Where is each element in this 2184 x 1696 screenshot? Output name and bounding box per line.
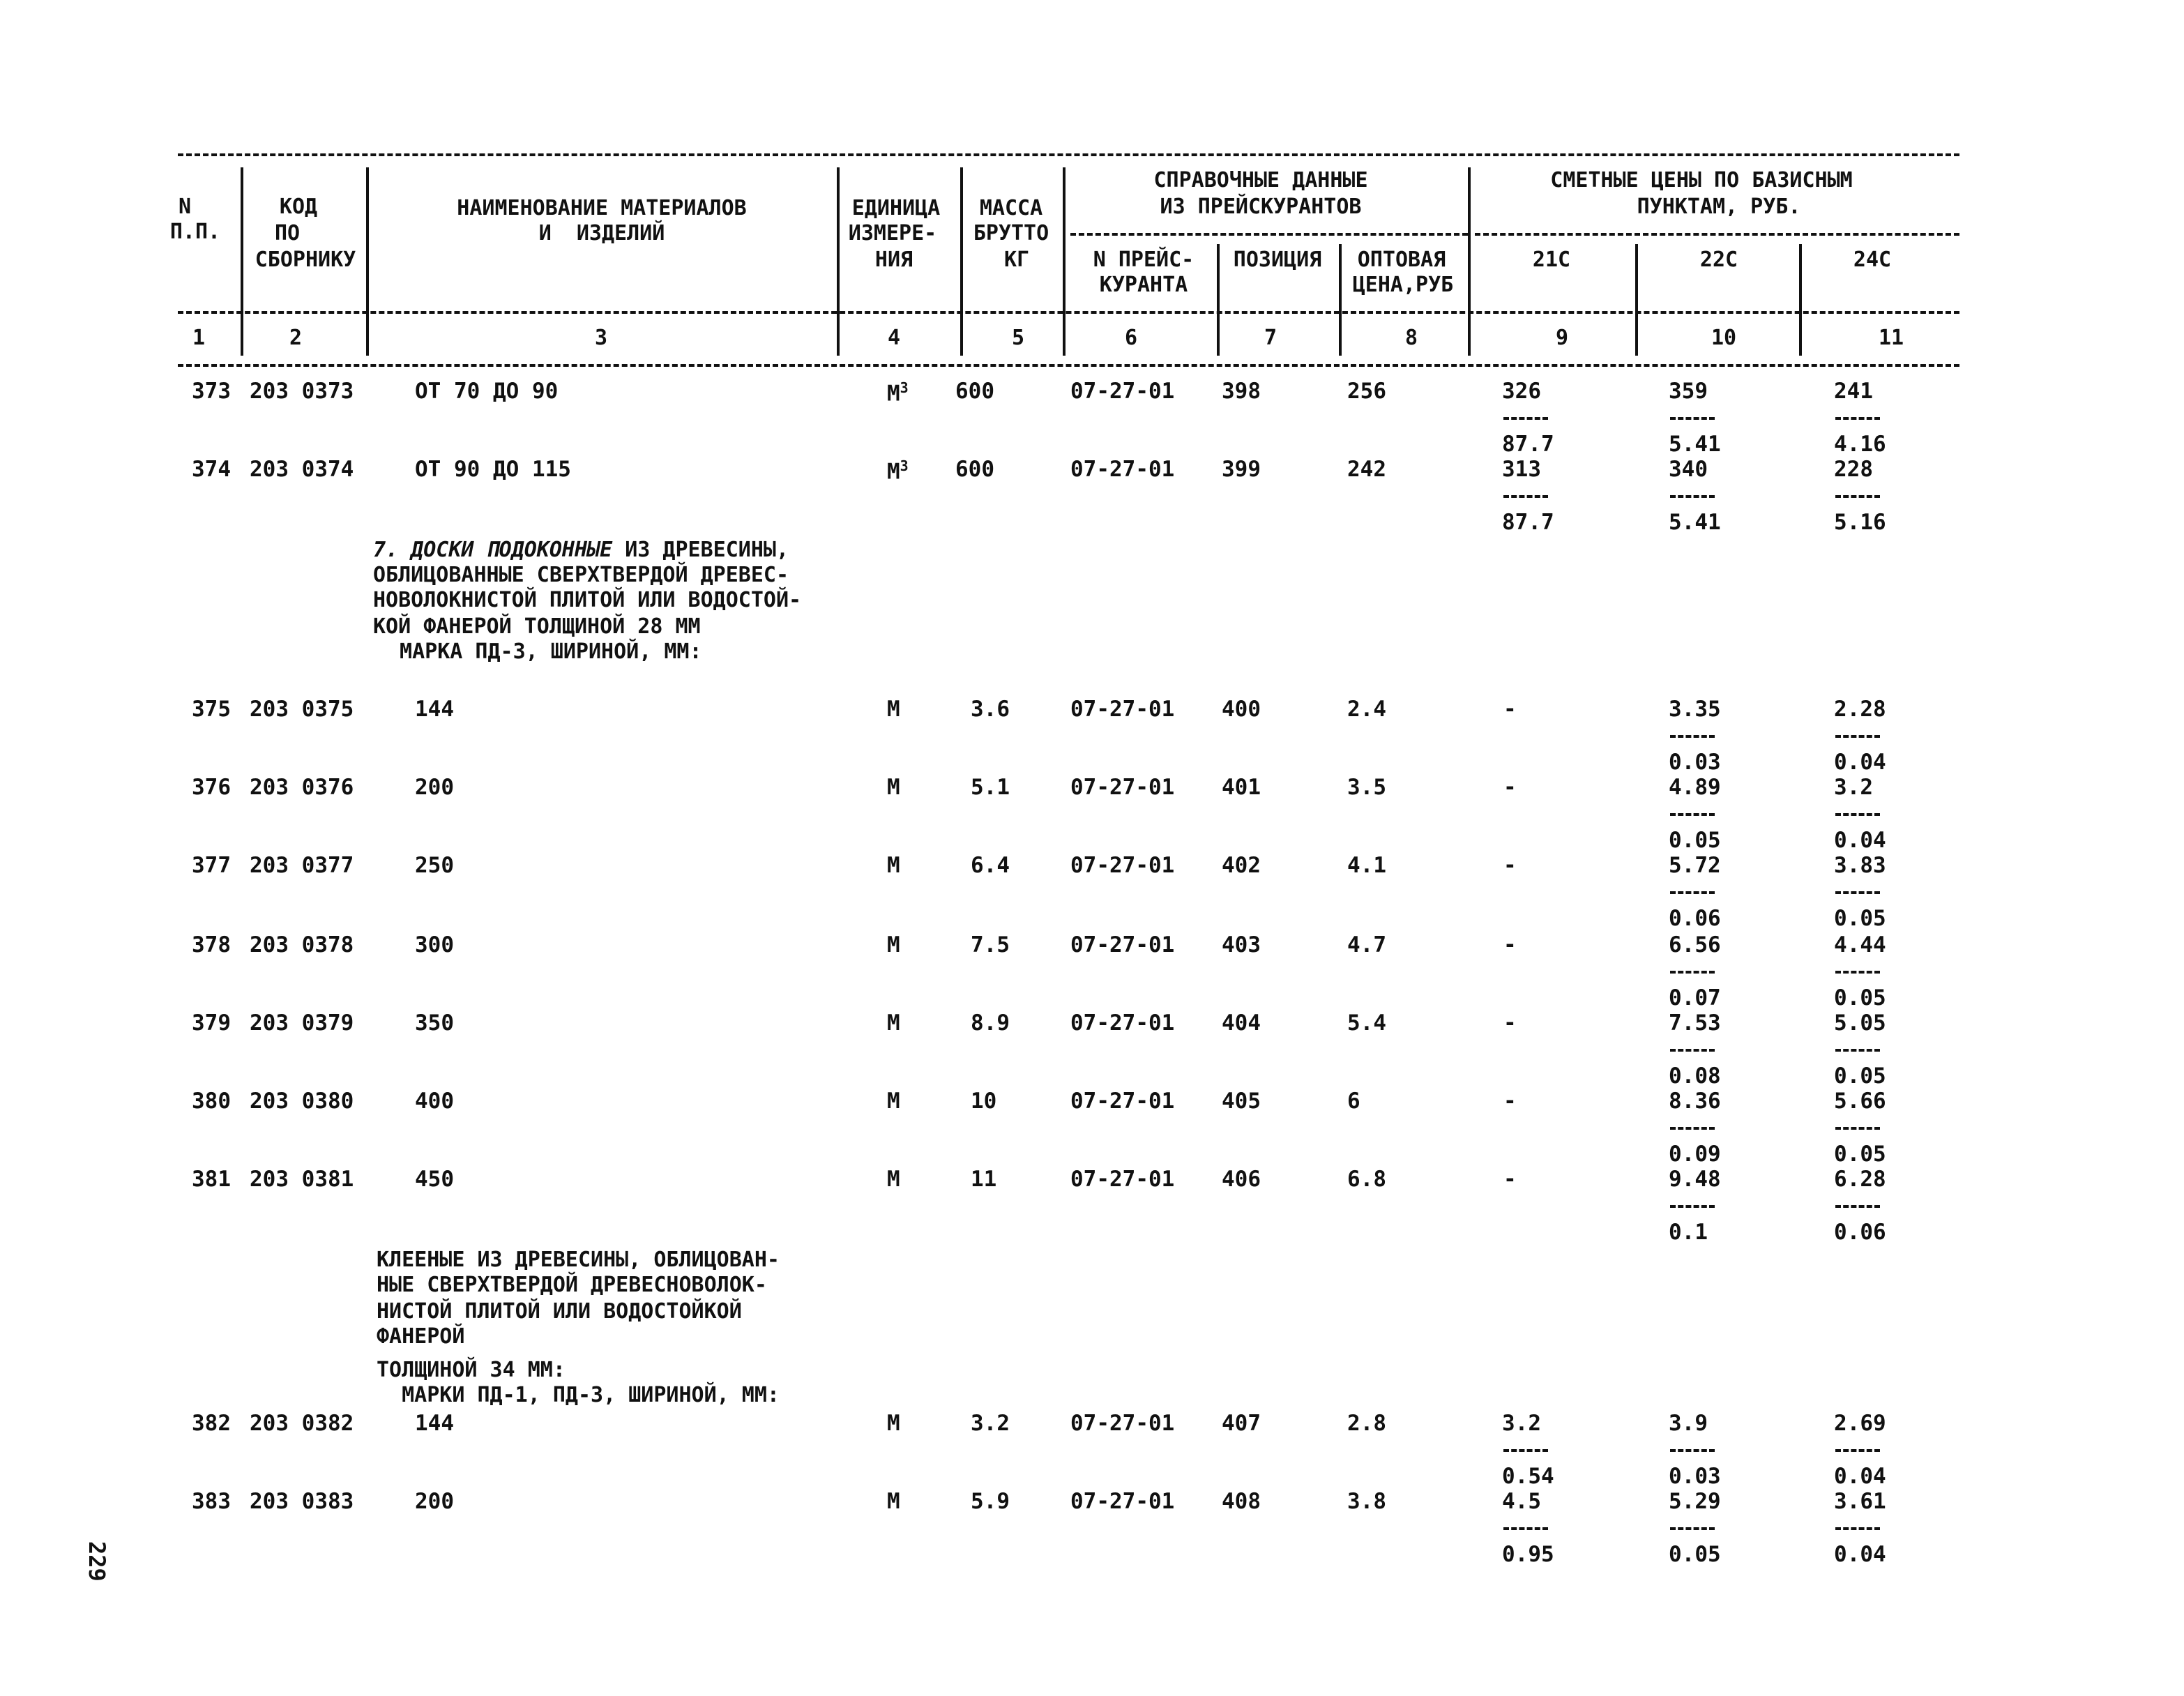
row-price-24c-fraction-line bbox=[1835, 1449, 1880, 1452]
row-position: 404 bbox=[1222, 1010, 1261, 1036]
header-ref-group-line1: СПРАВОЧНЫЕ ДАННЫЕ bbox=[1153, 168, 1368, 192]
header-col4-line3: НИЯ bbox=[874, 248, 913, 272]
row-position: 407 bbox=[1222, 1411, 1261, 1436]
section-7-line: НОВОЛОКНИСТОЙ ПЛИТОЙ ИЛИ ВОДОСТОЙ- bbox=[373, 588, 802, 612]
row-position: 405 bbox=[1222, 1089, 1261, 1114]
row-code: 203 0381 bbox=[250, 1167, 354, 1192]
row-price-21c: - bbox=[1503, 853, 1517, 878]
row-code: 203 0374 bbox=[250, 457, 354, 482]
row-price-22c-fraction-line bbox=[1670, 971, 1715, 974]
row-code: 203 0382 bbox=[250, 1411, 354, 1436]
row-unit-exponent: 3 bbox=[900, 457, 909, 474]
header-col9: 21С bbox=[1532, 248, 1571, 272]
row-price-list: 07-27-01 bbox=[1070, 1489, 1175, 1514]
row-unit: М bbox=[887, 1489, 900, 1514]
row-unit: $М^3$ bbox=[887, 379, 909, 407]
row-mass: 7.5 bbox=[971, 932, 1010, 957]
col-sep-3 bbox=[837, 167, 840, 356]
row-name: ОТ 90 ДО 115 bbox=[415, 457, 571, 482]
header-col1-line1: N bbox=[178, 195, 192, 219]
glued-line: НИСТОЙ ПЛИТОЙ ИЛИ ВОДОСТОЙКОЙ bbox=[377, 1299, 742, 1324]
header-col8-line2: ЦЕНА,РУБ bbox=[1352, 273, 1454, 297]
row-mass: 10 bbox=[971, 1089, 997, 1114]
row-price-22c-price: 6.56 bbox=[1669, 932, 1721, 957]
row-price-list: 07-27-01 bbox=[1070, 853, 1175, 878]
row-price-list: 07-27-01 bbox=[1070, 697, 1175, 722]
row-wholesale-price: 2.8 bbox=[1347, 1411, 1386, 1436]
section-7-line: ОБЛИЦОВАННЫЕ СВЕРХТВЕРДОЙ ДРЕВЕС- bbox=[373, 563, 789, 587]
row-price-22c-fraction-line bbox=[1670, 813, 1715, 816]
header-bottom-rule bbox=[178, 311, 1959, 314]
glued-line: НЫЕ СВЕРХТВЕРДОЙ ДРЕВЕСНОВОЛОК- bbox=[377, 1273, 767, 1297]
section-7-italic-title: 7. ДОСКИ ПОДОКОННЫЕ bbox=[373, 538, 613, 562]
header-col5-line2: БРУТТО bbox=[973, 221, 1049, 245]
row-unit: М bbox=[887, 1089, 900, 1114]
row-price-24c-fraction-line bbox=[1835, 1049, 1880, 1052]
row-price-list: 07-27-01 bbox=[1070, 1411, 1175, 1436]
row-price-22c-price: 3.35 bbox=[1669, 697, 1721, 722]
header-col5-line3: КГ bbox=[1003, 248, 1030, 272]
row-unit: М bbox=[887, 932, 900, 957]
row-unit: $М^3$ bbox=[887, 457, 909, 485]
row-price-22c-price: 4.89 bbox=[1669, 775, 1721, 800]
row-price-22c-transport: 0.05 bbox=[1669, 1542, 1721, 1567]
row-number: 378 bbox=[192, 932, 231, 957]
row-price-22c-price: 9.48 bbox=[1669, 1167, 1721, 1192]
row-mass: 6.4 bbox=[971, 853, 1010, 878]
row-price-21c: - bbox=[1503, 1010, 1517, 1036]
row-code: 203 0376 bbox=[250, 775, 354, 800]
row-price-22c-transport: 5.41 bbox=[1669, 510, 1721, 535]
row-price-24c-price: 241 bbox=[1834, 379, 1873, 404]
row-price-22c-transport: 0.1 bbox=[1669, 1220, 1708, 1245]
row-price-24c-price: 6.28 bbox=[1834, 1167, 1886, 1192]
row-price-24c-transport: 0.05 bbox=[1834, 906, 1886, 931]
row-position: 400 bbox=[1222, 697, 1261, 722]
row-position: 406 bbox=[1222, 1167, 1261, 1192]
row-price-24c-fraction-line bbox=[1835, 1205, 1880, 1208]
row-code: 203 0377 bbox=[250, 853, 354, 878]
row-name: 144 bbox=[415, 1411, 454, 1436]
row-price-21c-fraction-line bbox=[1503, 495, 1548, 498]
col-sep-6 bbox=[1217, 244, 1220, 356]
row-wholesale-price: 242 bbox=[1347, 457, 1386, 482]
row-code: 203 0379 bbox=[250, 1010, 354, 1036]
row-price-24c-price: 3.83 bbox=[1834, 853, 1886, 878]
row-price-24c-price: 3.2 bbox=[1834, 775, 1873, 800]
row-price-21c: - bbox=[1503, 1089, 1517, 1114]
row-name: ОТ 70 ДО 90 bbox=[415, 379, 559, 404]
row-position: 401 bbox=[1222, 775, 1261, 800]
row-number: 381 bbox=[192, 1167, 231, 1192]
row-price-24c-transport: 0.04 bbox=[1834, 828, 1886, 853]
col-sep-4 bbox=[960, 167, 963, 356]
section-7-line: МАРКА ПД-3, ШИРИНОЙ, ММ: bbox=[387, 639, 702, 664]
row-price-24c-fraction-line bbox=[1835, 417, 1880, 420]
row-unit: М bbox=[887, 1010, 900, 1036]
row-price-24c-transport: 0.04 bbox=[1834, 750, 1886, 775]
row-price-22c-price: 359 bbox=[1669, 379, 1708, 404]
row-price-21c-transport: 87.7 bbox=[1502, 432, 1554, 457]
row-number: 374 bbox=[192, 457, 231, 482]
row-price-21c: - bbox=[1503, 775, 1517, 800]
row-price-list: 07-27-01 bbox=[1070, 457, 1175, 482]
row-mass: 11 bbox=[971, 1167, 997, 1192]
row-price-22c-fraction-line bbox=[1670, 1449, 1715, 1452]
row-price-list: 07-27-01 bbox=[1070, 775, 1175, 800]
header-col6-line1: N ПРЕЙС- bbox=[1093, 248, 1195, 272]
row-mass: 600 bbox=[955, 457, 994, 482]
col-sep-5 bbox=[1063, 167, 1066, 356]
row-price-22c-transport: 0.05 bbox=[1669, 828, 1721, 853]
header-col4-line2: ИЗМЕРЕ- bbox=[848, 221, 937, 245]
row-position: 399 bbox=[1222, 457, 1261, 482]
row-unit: М bbox=[887, 1167, 900, 1192]
row-price-22c-price: 3.9 bbox=[1669, 1411, 1708, 1436]
row-price-21c-price: 3.2 bbox=[1502, 1411, 1541, 1436]
row-price-21c: - bbox=[1503, 1167, 1517, 1192]
row-code: 203 0378 bbox=[250, 932, 354, 957]
col-number: 4 bbox=[887, 326, 901, 350]
row-price-21c: - bbox=[1503, 697, 1517, 722]
row-number: 382 bbox=[192, 1411, 231, 1436]
row-price-22c-transport: 0.03 bbox=[1669, 750, 1721, 775]
row-name: 350 bbox=[415, 1010, 454, 1036]
header-col2-line3: СБОРНИКУ bbox=[255, 248, 356, 272]
row-unit-exponent: 3 bbox=[900, 379, 909, 396]
row-mass: 600 bbox=[955, 379, 994, 404]
header-col6-line2: КУРАНТА bbox=[1099, 273, 1188, 297]
row-price-list: 07-27-01 bbox=[1070, 1167, 1175, 1192]
col-sep-1 bbox=[241, 167, 243, 356]
section-7-line: КОЙ ФАНЕРОЙ ТОЛЩИНОЙ 28 ММ bbox=[373, 614, 701, 639]
row-price-list: 07-27-01 bbox=[1070, 1089, 1175, 1114]
col-number: 3 bbox=[594, 326, 608, 350]
row-price-24c-fraction-line bbox=[1835, 813, 1880, 816]
col-sep-10 bbox=[1799, 244, 1802, 356]
row-price-24c-price: 2.28 bbox=[1834, 697, 1886, 722]
row-unit: М bbox=[887, 853, 900, 878]
row-wholesale-price: 3.8 bbox=[1347, 1489, 1386, 1514]
row-price-22c-fraction-line bbox=[1670, 1205, 1715, 1208]
row-wholesale-price: 4.7 bbox=[1347, 932, 1386, 957]
header-col4-line1: ЕДИНИЦА bbox=[851, 196, 941, 220]
row-mass: 3.2 bbox=[971, 1411, 1010, 1436]
row-wholesale-price: 3.5 bbox=[1347, 775, 1386, 800]
ref-group-rule bbox=[1070, 233, 1468, 236]
row-mass: 5.1 bbox=[971, 775, 1010, 800]
row-name: 300 bbox=[415, 932, 454, 957]
glued-line: КЛЕЕНЫЕ ИЗ ДРЕВЕСИНЫ, ОБЛИЦОВАН- bbox=[377, 1248, 780, 1272]
row-price-24c-transport: 0.05 bbox=[1834, 985, 1886, 1010]
row-price-list: 07-27-01 bbox=[1070, 1010, 1175, 1036]
row-price-24c-price: 5.66 bbox=[1834, 1089, 1886, 1114]
row-wholesale-price: 5.4 bbox=[1347, 1010, 1386, 1036]
row-name: 200 bbox=[415, 1489, 454, 1514]
row-number: 377 bbox=[192, 853, 231, 878]
row-price-21c-fraction-line bbox=[1503, 1527, 1548, 1530]
row-price-22c-price: 8.36 bbox=[1669, 1089, 1721, 1114]
row-price-22c-fraction-line bbox=[1670, 1127, 1715, 1130]
row-price-22c-fraction-line bbox=[1670, 417, 1715, 420]
row-number: 375 bbox=[192, 697, 231, 722]
row-price-21c-fraction-line bbox=[1503, 1449, 1548, 1452]
row-price-24c-price: 3.61 bbox=[1834, 1489, 1886, 1514]
row-price-22c-transport: 0.06 bbox=[1669, 906, 1721, 931]
row-price-24c-transport: 5.16 bbox=[1834, 510, 1886, 535]
row-mass: 8.9 bbox=[971, 1010, 1010, 1036]
col-sep-8 bbox=[1468, 167, 1471, 356]
row-price-24c-price: 2.69 bbox=[1834, 1411, 1886, 1436]
row-price-21c-transport: 87.7 bbox=[1502, 510, 1554, 535]
col-number: 2 bbox=[289, 326, 303, 350]
row-price-22c-fraction-line bbox=[1670, 1049, 1715, 1052]
table-top-rule bbox=[178, 153, 1959, 156]
row-price-24c-price: 5.05 bbox=[1834, 1010, 1886, 1036]
row-price-list: 07-27-01 bbox=[1070, 379, 1175, 404]
row-wholesale-price: 4.1 bbox=[1347, 853, 1386, 878]
row-code: 203 0380 bbox=[250, 1089, 354, 1114]
row-price-24c-fraction-line bbox=[1835, 735, 1880, 738]
row-price-24c-fraction-line bbox=[1835, 495, 1880, 498]
header-col3-line2: И ИЗДЕЛИЙ bbox=[538, 221, 665, 245]
col-number: 11 bbox=[1878, 326, 1904, 350]
row-wholesale-price: 6.8 bbox=[1347, 1167, 1386, 1192]
row-price-24c-transport: 0.04 bbox=[1834, 1464, 1886, 1489]
row-price-21c-price: 326 bbox=[1502, 379, 1541, 404]
row-name: 200 bbox=[415, 775, 454, 800]
row-price-21c-transport: 0.95 bbox=[1502, 1542, 1554, 1567]
header-price-group-line1: СМЕТНЫЕ ЦЕНЫ ПО БАЗИСНЫМ bbox=[1550, 168, 1853, 192]
row-position: 403 bbox=[1222, 932, 1261, 957]
row-code: 203 0375 bbox=[250, 697, 354, 722]
header-col8-line1: ОПТОВАЯ bbox=[1357, 248, 1446, 272]
header-col1-line2: П.П. bbox=[169, 220, 221, 244]
row-price-24c-transport: 0.05 bbox=[1834, 1142, 1886, 1167]
row-name: 144 bbox=[415, 697, 454, 722]
header-col3-line1: НАИМЕНОВАНИЕ МАТЕРИАЛОВ bbox=[457, 196, 747, 220]
glued-line: ФАНЕРОЙ bbox=[377, 1324, 465, 1349]
row-unit: М bbox=[887, 697, 900, 722]
row-price-list: 07-27-01 bbox=[1070, 932, 1175, 957]
row-wholesale-price: 6 bbox=[1347, 1089, 1360, 1114]
col-number: 6 bbox=[1124, 326, 1138, 350]
row-price-22c-price: 340 bbox=[1669, 457, 1708, 482]
row-position: 398 bbox=[1222, 379, 1261, 404]
price-group-rule bbox=[1475, 233, 1959, 236]
col-sep-9 bbox=[1635, 244, 1638, 356]
col-number: 5 bbox=[1011, 326, 1025, 350]
row-price-24c-fraction-line bbox=[1835, 1527, 1880, 1530]
row-name: 250 bbox=[415, 853, 454, 878]
row-price-22c-fraction-line bbox=[1670, 735, 1715, 738]
row-position: 402 bbox=[1222, 853, 1261, 878]
row-price-22c-transport: 5.41 bbox=[1669, 432, 1721, 457]
row-position: 408 bbox=[1222, 1489, 1261, 1514]
row-price-21c-price: 4.5 bbox=[1502, 1489, 1541, 1514]
col-number: 8 bbox=[1404, 326, 1418, 350]
header-col7: ПОЗИЦИЯ bbox=[1233, 248, 1322, 272]
row-wholesale-price: 2.4 bbox=[1347, 697, 1386, 722]
header-col11: 24С bbox=[1853, 248, 1892, 272]
header-ref-group-line2: ИЗ ПРЕЙСКУРАНТОВ bbox=[1160, 195, 1362, 219]
row-price-22c-price: 5.29 bbox=[1669, 1489, 1721, 1514]
row-price-22c-transport: 0.03 bbox=[1669, 1464, 1721, 1489]
row-number: 376 bbox=[192, 775, 231, 800]
row-price-22c-transport: 0.09 bbox=[1669, 1142, 1721, 1167]
row-number: 383 bbox=[192, 1489, 231, 1514]
row-wholesale-price: 256 bbox=[1347, 379, 1386, 404]
row-number: 379 bbox=[192, 1010, 231, 1036]
row-price-22c-fraction-line bbox=[1670, 1527, 1715, 1530]
row-price-21c: - bbox=[1503, 932, 1517, 957]
number-row-rule bbox=[178, 364, 1959, 367]
row-price-24c-price: 4.44 bbox=[1834, 932, 1886, 957]
header-col10: 22С bbox=[1699, 248, 1738, 272]
row-mass: 3.6 bbox=[971, 697, 1010, 722]
row-price-24c-transport: 0.06 bbox=[1834, 1220, 1886, 1245]
row-price-21c-transport: 0.54 bbox=[1502, 1464, 1554, 1489]
col-sep-2 bbox=[366, 167, 369, 356]
col-number: 10 bbox=[1711, 326, 1737, 350]
row-price-24c-transport: 0.04 bbox=[1834, 1542, 1886, 1567]
row-price-22c-fraction-line bbox=[1670, 891, 1715, 894]
row-name: 400 bbox=[415, 1089, 454, 1114]
row-price-24c-fraction-line bbox=[1835, 971, 1880, 974]
glued-line: ТОЛЩИНОЙ 34 ММ: bbox=[377, 1358, 566, 1382]
header-col2-line2: ПО bbox=[274, 221, 301, 245]
row-price-22c-price: 7.53 bbox=[1669, 1010, 1721, 1036]
row-price-24c-transport: 0.05 bbox=[1834, 1063, 1886, 1089]
row-price-24c-fraction-line bbox=[1835, 891, 1880, 894]
row-unit: М bbox=[887, 1411, 900, 1436]
row-number: 373 bbox=[192, 379, 231, 404]
col-number: 9 bbox=[1555, 326, 1569, 350]
row-price-21c-price: 313 bbox=[1502, 457, 1541, 482]
col-number: 7 bbox=[1264, 326, 1277, 350]
col-number: 1 bbox=[192, 326, 206, 350]
row-price-22c-fraction-line bbox=[1670, 495, 1715, 498]
row-code: 203 0373 bbox=[250, 379, 354, 404]
header-price-group-line2: ПУНКТАМ, РУБ. bbox=[1637, 195, 1801, 219]
row-price-22c-price: 5.72 bbox=[1669, 853, 1721, 878]
row-price-24c-transport: 4.16 bbox=[1834, 432, 1886, 457]
row-price-24c-price: 228 bbox=[1834, 457, 1873, 482]
row-mass: 5.9 bbox=[971, 1489, 1010, 1514]
page-number: 229 bbox=[84, 1541, 110, 1582]
header-col5-line1: МАССА bbox=[979, 196, 1043, 220]
glued-line: МАРКИ ПД-1, ПД-3, ШИРИНОЙ, ММ: bbox=[377, 1383, 780, 1407]
row-price-21c-fraction-line bbox=[1503, 417, 1548, 420]
row-code: 203 0383 bbox=[250, 1489, 354, 1514]
section-7-line1 bbox=[373, 540, 789, 561]
row-price-24c-fraction-line bbox=[1835, 1127, 1880, 1130]
row-price-22c-transport: 0.07 bbox=[1669, 985, 1721, 1010]
header-col2-line1: КОД bbox=[279, 195, 318, 219]
row-name: 450 bbox=[415, 1167, 454, 1192]
section-7-line1-rest: ИЗ ДРЕВЕСИНЫ, bbox=[612, 538, 789, 562]
row-number: 380 bbox=[192, 1089, 231, 1114]
col-sep-7 bbox=[1339, 244, 1342, 356]
row-unit: М bbox=[887, 775, 900, 800]
row-price-22c-transport: 0.08 bbox=[1669, 1063, 1721, 1089]
